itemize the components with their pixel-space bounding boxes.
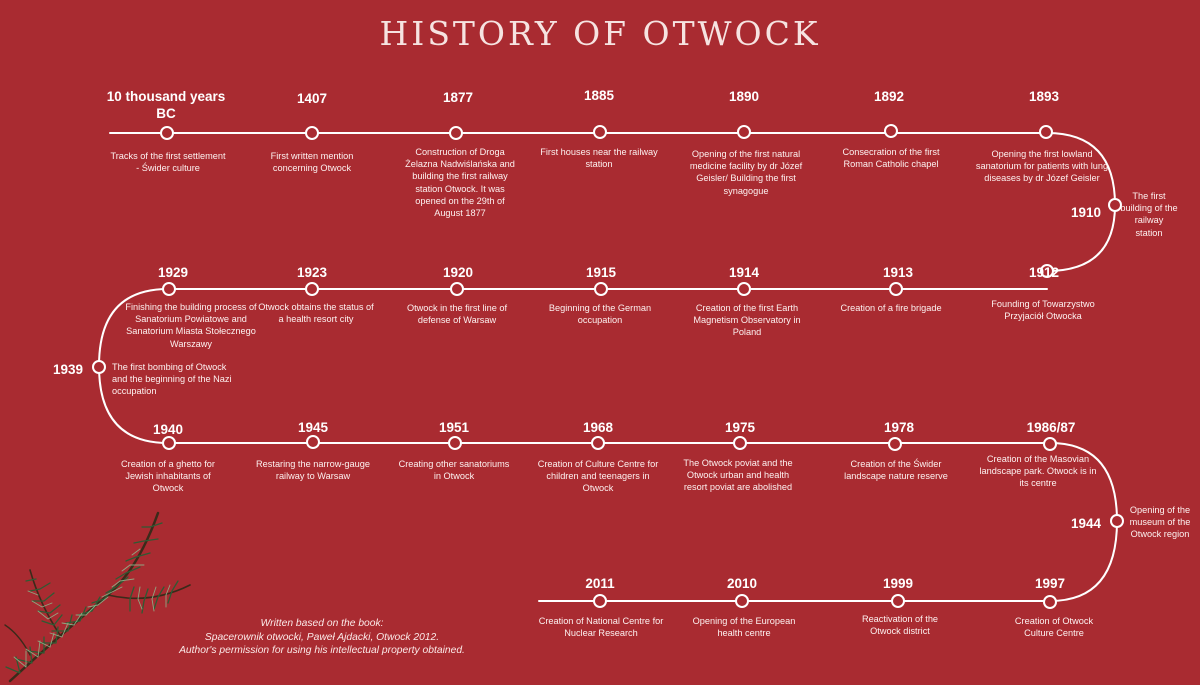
event-description: Tracks of the first settlement - Świder culture [110,151,226,174]
timeline-node [163,437,175,449]
event-year: 1890 [728,89,760,104]
timeline-node [885,125,897,137]
event-year: 1968 [582,420,614,435]
event-description: Consecration of the first Roman Catholic chapel [842,147,940,170]
timeline-node [1040,126,1052,138]
timeline-node [592,437,604,449]
event-year: 1885 [583,88,615,103]
timeline-node [1111,515,1123,527]
event-description: Beginning of the German occupation [548,303,652,326]
timeline-node [738,283,750,295]
event-description: Creation of Culture Centre for children and teenagers in Otwock [537,459,659,494]
event-description: Construction of Droga Żelazna Nadwiślańska and building the first railway station Otwock. It was opened on the 29th of August 1877 [405,147,515,219]
timeline-node [1044,438,1056,450]
timeline-node [736,595,748,607]
event-description: Otwock in the first line of defense of Warsaw [406,303,508,326]
event-year: 1910 [1070,205,1102,220]
timeline-node [451,283,463,295]
event-description: Reactivation of the Otwock district [861,614,939,637]
event-year: 1920 [442,265,474,280]
timeline-node [890,283,902,295]
event-description: Otwock obtains the status of a health resort city [258,302,374,325]
timeline-node [734,437,746,449]
credit-line: Written based on the book: [260,618,384,629]
event-year: 1944 [1070,516,1102,531]
event-year: 10 thousand years BC [106,89,226,121]
event-description: Creation of National Centre for Nuclear Research [538,616,664,639]
pine-branch-decoration [0,485,230,685]
event-year: 1893 [1028,89,1060,104]
event-year: 1939 [52,362,84,377]
event-description: The Otwock poviat and the Otwock urban and health resort poviat are abolished [683,458,793,493]
timeline-node [892,595,904,607]
event-description: Finishing the building process of Sanatorium Powiatowe and Sanatorium Miasta Stołecznego Warszawy [125,302,257,349]
timeline-node [1044,596,1056,608]
event-description: Opening of the first natural medicine facility by dr Józef Geisler/ Building the first synagogue [689,149,803,196]
timeline-node [163,283,175,295]
event-year: 1975 [724,420,756,435]
event-year: 1912 [1028,265,1060,280]
event-description: Creating other sanatoriums in Otwock [398,459,510,482]
event-year: 1913 [882,265,914,280]
event-description: Founding of Towarzystwo Przyjaciół Otwocka [991,299,1095,322]
event-description: The first bombing of Otwock and the beginning of the Nazi occupation [112,362,232,397]
event-description: Creation of the Masovian landscape park. Otwock is in its centre [979,454,1097,489]
timeline-node [161,127,173,139]
event-description: Opening of the museum of the Otwock region [1129,505,1191,540]
event-year: 1978 [883,420,915,435]
event-year: 1986/87 [1026,420,1076,435]
timeline-node [450,127,462,139]
timeline-node [306,127,318,139]
event-description: The first building of the railway station [1120,191,1178,238]
event-description: Creation of Otwock Culture Centre [1014,616,1094,639]
event-description: Creation of a fire brigade [840,303,942,313]
credit-line: Author's permission for using his intellectual property obtained. [179,645,465,656]
event-year: 1951 [438,420,470,435]
event-year: 1999 [882,576,914,591]
timeline-node [595,283,607,295]
event-description: Opening of the European health centre [692,616,796,639]
event-description: Creation of the first Earth Magnetism Observatory in Poland [693,303,801,338]
timeline-node [449,437,461,449]
event-year: 1892 [873,89,905,104]
timeline-node [594,595,606,607]
event-year: 1877 [442,90,474,105]
event-description: Restaring the narrow-gauge railway to Warsaw [256,459,370,482]
event-year: 2010 [726,576,758,591]
event-description: Creation of the Świder landscape nature reserve [844,459,948,482]
event-year: 1997 [1034,576,1066,591]
event-year: 1915 [585,265,617,280]
event-description: Creation of a ghetto for Jewish inhabitants of Otwock [121,459,215,494]
event-year: 1945 [297,420,329,435]
timeline-node [93,361,105,373]
timeline-node [594,126,606,138]
event-year: 2011 [585,576,615,591]
timeline-node [306,283,318,295]
event-year: 1407 [296,91,328,106]
event-description: First houses near the railway station [540,147,658,170]
event-description: First written mention concerning Otwock [270,151,354,174]
timeline-node [889,438,901,450]
page-title: HISTORY OF OTWOCK [379,14,821,53]
credit-line: Spacerownik otwocki, Paweł Ajdacki, Otwock 2012. [204,631,440,643]
event-description: Opening the first lowland sanatorium for patients with lung diseases by dr Józef Geisler [975,149,1109,184]
event-year: 1929 [157,265,189,280]
event-year: 1914 [728,265,760,280]
event-year: 1923 [296,265,328,280]
event-year: 1940 [152,422,184,437]
timeline-node [307,436,319,448]
timeline-node [738,126,750,138]
